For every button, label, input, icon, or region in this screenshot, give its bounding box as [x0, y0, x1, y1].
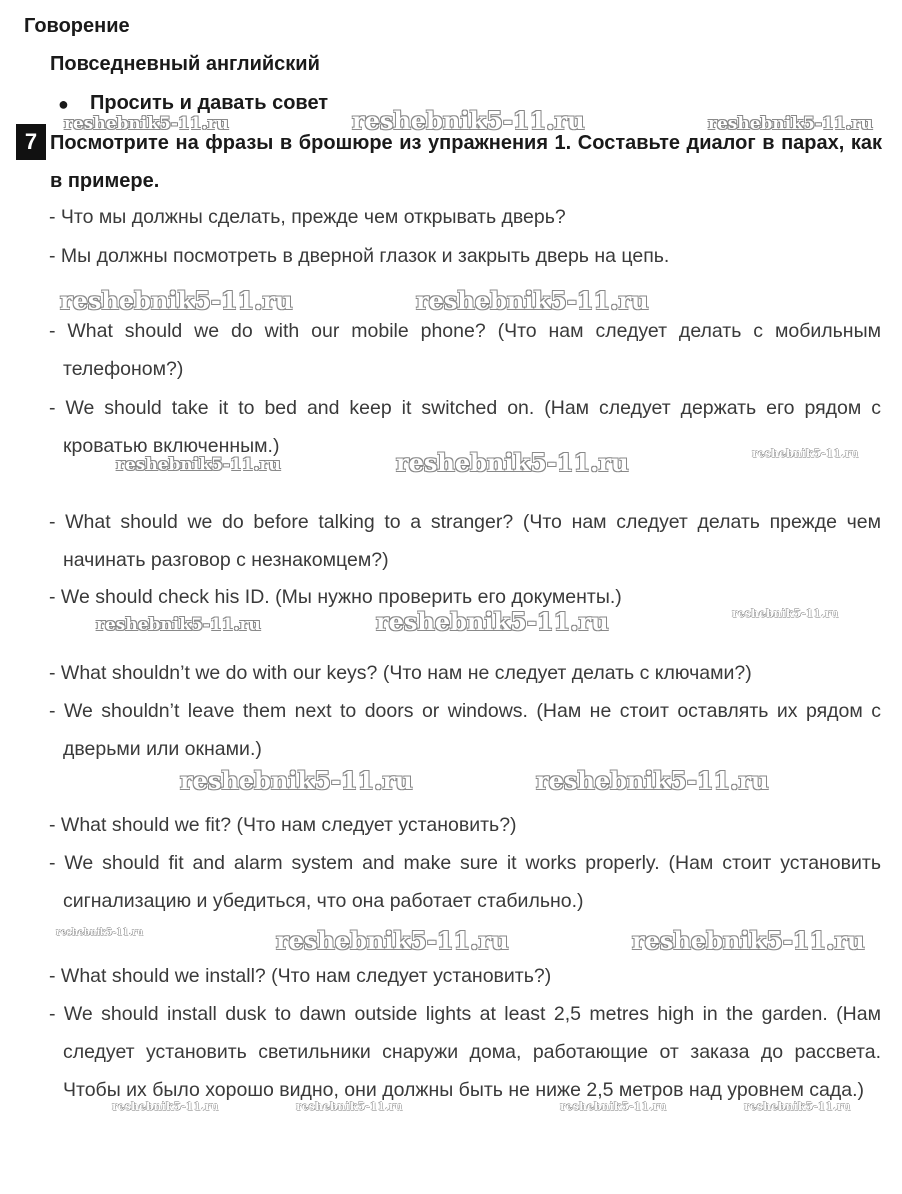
watermark: reshebnik5-11.ru	[536, 766, 769, 795]
dialog-line: - We shouldn’t leave them next to doors or windows. (Нам не стоит оставлять их рядом с дверьми или окнами.)	[49, 700, 881, 760]
watermark: reshebnik5-11.ru	[632, 926, 865, 955]
dialog-line: - We should fit and alarm system and make sure it works properly. (Нам стоит установить сигнализацию и убедиться, что она работает стабильно.)	[49, 852, 881, 912]
watermark: reshebnik5-11.ru	[296, 1100, 403, 1113]
watermark: reshebnik5-11.ru	[56, 928, 144, 938]
dialog-line: - What shouldn’t we do with our keys? (Что нам не следует делать с ключами?)	[49, 662, 752, 684]
task-number-badge: 7	[16, 124, 46, 160]
watermark: reshebnik5-11.ru	[416, 286, 649, 315]
watermark: reshebnik5-11.ru	[752, 447, 859, 460]
watermark: reshebnik5-11.ru	[60, 286, 293, 315]
dialog-line: - We should install dusk to dawn outside lights at least 2,5 metres high in the garden. (Нам следует установить светильники снаружи дома, работающие от заказа до рассвета. Чтобы их было хорошо видно, они должны быть не ниже 2,5 метров над уровнем сада.)	[49, 1003, 881, 1101]
dialog-line: - We should take it to bed and keep it switched on. (Нам следует держать его рядом с кроватью включенным.)	[49, 397, 881, 457]
watermark: reshebnik5-11.ru	[180, 766, 413, 795]
dialog-line: - What should we do with our mobile phone? (Что нам следует делать с мобильным телефоном?)	[49, 320, 881, 380]
bullet-icon: ●	[58, 94, 69, 114]
watermark: reshebnik5-11.ru	[276, 926, 509, 955]
watermark: reshebnik5-11.ru	[708, 114, 873, 134]
dialog-line: - Мы должны посмотреть в дверной глазок и закрыть дверь на цепь.	[49, 245, 670, 267]
watermark: reshebnik5-11.ru	[352, 106, 585, 135]
watermark: reshebnik5-11.ru	[744, 1100, 851, 1113]
dialog-line: - Что мы должны сделать, прежде чем открывать дверь?	[49, 206, 566, 228]
task-instruction: Посмотрите на фразы в брошюре из упражнения 1. Составьте диалог в парах, как в примере.	[50, 132, 882, 192]
section-title: Говорение	[24, 15, 130, 37]
dialog-line: - We should check his ID. (Мы нужно проверить его документы.)	[49, 586, 622, 608]
dialog-line: - What should we do before talking to a stranger? (Что нам следует делать прежде чем начинать разговор с незнакомцем?)	[49, 511, 881, 571]
watermark: reshebnik5-11.ru	[116, 455, 281, 475]
watermark: reshebnik5-11.ru	[112, 1100, 219, 1113]
watermark: reshebnik5-11.ru	[376, 607, 609, 636]
watermark: reshebnik5-11.ru	[732, 607, 839, 620]
watermark: reshebnik5-11.ru	[64, 114, 229, 134]
watermark: reshebnik5-11.ru	[560, 1100, 667, 1113]
bullet-item: Просить и давать совет	[90, 92, 329, 114]
dialog-line: - What should we fit? (Что нам следует установить?)	[49, 814, 517, 836]
watermark: reshebnik5-11.ru	[396, 448, 629, 477]
watermark: reshebnik5-11.ru	[96, 615, 261, 635]
dialog-line: - What should we install? (Что нам следует установить?)	[49, 965, 552, 987]
subsection-title: Повседневный английский	[50, 53, 320, 75]
